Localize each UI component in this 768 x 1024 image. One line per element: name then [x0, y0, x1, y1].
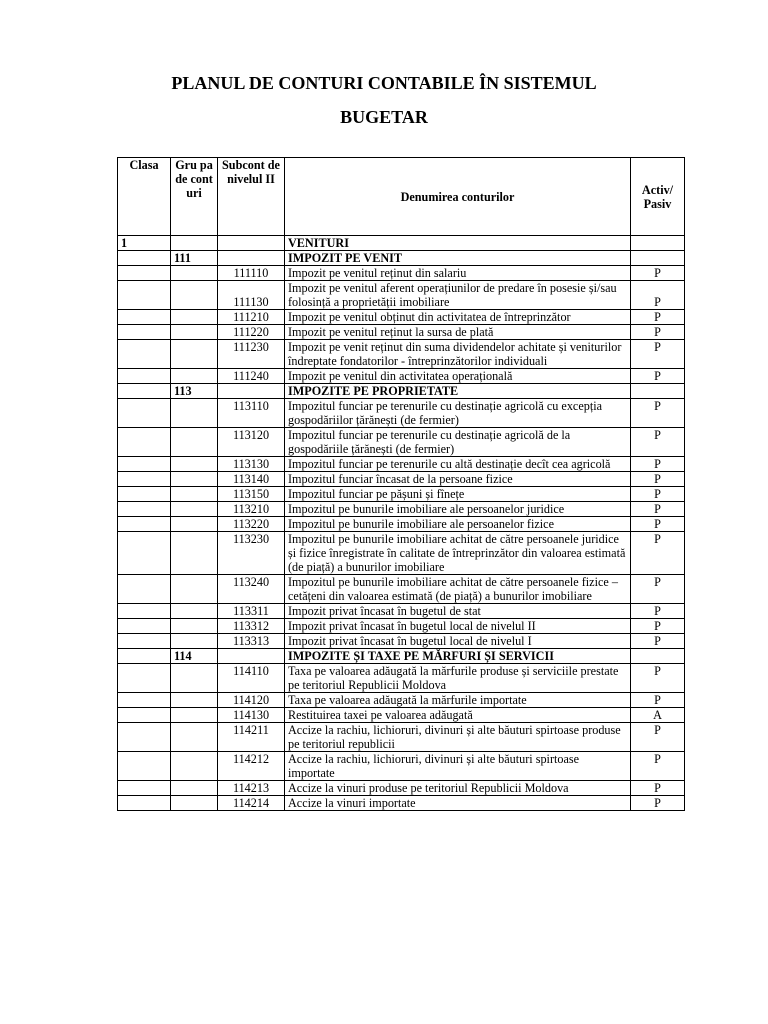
cell-grupa: 113	[171, 384, 218, 399]
cell-subcont	[218, 649, 285, 664]
cell-grupa	[171, 266, 218, 281]
cell-denumire: Impozitul pe bunurile imobiliare ale persoanelor juridice	[285, 502, 631, 517]
cell-activ-pasiv: P	[631, 399, 685, 428]
cell-subcont: 113130	[218, 457, 285, 472]
cell-activ-pasiv: P	[631, 428, 685, 457]
header-subcont: Subcont de nivelul II	[218, 158, 285, 236]
cell-clasa	[118, 472, 171, 487]
cell-clasa	[118, 649, 171, 664]
cell-subcont: 113313	[218, 634, 285, 649]
cell-subcont: 113240	[218, 575, 285, 604]
cell-activ-pasiv: P	[631, 325, 685, 340]
group-row	[118, 251, 685, 266]
cell-grupa	[171, 693, 218, 708]
cell-subcont: 113120	[218, 428, 285, 457]
table-row	[118, 399, 685, 428]
cell-clasa	[118, 708, 171, 723]
cell-subcont: 113210	[218, 502, 285, 517]
cell-subcont: 111210	[218, 310, 285, 325]
cell-activ-pasiv: P	[631, 634, 685, 649]
group-row	[118, 649, 685, 664]
cell-denumire: IMPOZITE PE PROPRIETATE	[285, 384, 631, 399]
cell-subcont: 113220	[218, 517, 285, 532]
group-row	[118, 384, 685, 399]
cell-grupa: 111	[171, 251, 218, 266]
cell-clasa	[118, 604, 171, 619]
table-row	[118, 693, 685, 708]
cell-denumire: IMPOZIT PE VENIT	[285, 251, 631, 266]
cell-subcont	[218, 251, 285, 266]
cell-activ-pasiv: P	[631, 369, 685, 384]
cell-activ-pasiv: P	[631, 604, 685, 619]
table-row	[118, 575, 685, 604]
table-row	[118, 619, 685, 634]
cell-clasa	[118, 487, 171, 502]
table-row	[118, 781, 685, 796]
cell-denumire: Impozitul funciar pe terenurile cu altă destinație decît cea agricolă	[285, 457, 631, 472]
cell-subcont: 114211	[218, 723, 285, 752]
cell-clasa	[118, 457, 171, 472]
page-title-line-1: PLANUL DE CONTURI CONTABILE ÎN SISTEMUL	[171, 73, 597, 93]
cell-subcont: 111130	[218, 281, 285, 310]
cell-grupa	[171, 619, 218, 634]
cell-grupa	[171, 752, 218, 781]
cell-clasa	[118, 502, 171, 517]
cell-clasa	[118, 781, 171, 796]
page-title-line-2: BUGETAR	[340, 107, 428, 127]
cell-clasa	[118, 723, 171, 752]
cell-clasa	[118, 575, 171, 604]
cell-activ-pasiv: P	[631, 266, 685, 281]
cell-clasa	[118, 340, 171, 369]
cell-subcont: 113312	[218, 619, 285, 634]
table-row	[118, 325, 685, 340]
cell-grupa	[171, 310, 218, 325]
header-grupa: Gru pa de cont uri	[171, 158, 218, 236]
cell-grupa	[171, 236, 218, 251]
cell-activ-pasiv: P	[631, 502, 685, 517]
cell-clasa	[118, 266, 171, 281]
cell-activ-pasiv	[631, 251, 685, 266]
cell-subcont: 113110	[218, 399, 285, 428]
cell-clasa	[118, 619, 171, 634]
cell-denumire: Accize la vinuri importate	[285, 796, 631, 811]
header-denumire: Denumirea conturilor	[285, 158, 631, 236]
cell-grupa	[171, 634, 218, 649]
cell-denumire: Taxa pe valoarea adăugată la mărfurile produse și serviciile prestate pe teritoriul Republicii Moldova	[285, 664, 631, 693]
cell-clasa	[118, 664, 171, 693]
cell-denumire: Impozitul funciar încasat de la persoane fizice	[285, 472, 631, 487]
cell-grupa	[171, 399, 218, 428]
table-header	[118, 158, 685, 236]
cell-activ-pasiv: P	[631, 664, 685, 693]
cell-denumire: Impozit privat încasat în bugetul local de nivelul II	[285, 619, 631, 634]
cell-activ-pasiv: A	[631, 708, 685, 723]
table-row	[118, 428, 685, 457]
cell-grupa	[171, 472, 218, 487]
cell-subcont: 114212	[218, 752, 285, 781]
cell-activ-pasiv: P	[631, 340, 685, 369]
cell-subcont: 113150	[218, 487, 285, 502]
cell-grupa	[171, 325, 218, 340]
cell-activ-pasiv	[631, 236, 685, 251]
page-title	[0, 66, 768, 134]
cell-clasa	[118, 369, 171, 384]
cell-subcont: 114213	[218, 781, 285, 796]
cell-denumire: Impozitul funciar pe terenurile cu destinație agricolă de la gospodăriile țărănești (de fermier)	[285, 428, 631, 457]
table-row	[118, 708, 685, 723]
cell-denumire: Impozit pe venit reținut din suma dividendelor achitate și veniturilor îndreptate fondatorilor - întreprinzătorilor individuali	[285, 340, 631, 369]
table-row	[118, 487, 685, 502]
header-activ-pasiv: Activ/ Pasiv	[631, 158, 685, 236]
cell-denumire: Impozit pe venitul reținut din salariu	[285, 266, 631, 281]
cell-subcont: 114120	[218, 693, 285, 708]
table-row	[118, 634, 685, 649]
header-clasa: Clasa	[118, 158, 171, 236]
cell-grupa	[171, 517, 218, 532]
cell-subcont	[218, 384, 285, 399]
cell-denumire: Impozit pe venitul din activitatea operațională	[285, 369, 631, 384]
header-row	[118, 158, 685, 236]
cell-grupa	[171, 708, 218, 723]
table-row	[118, 502, 685, 517]
cell-clasa	[118, 532, 171, 575]
cell-denumire: Impozitul funciar pe pășuni și fînețe	[285, 487, 631, 502]
table-row	[118, 310, 685, 325]
table-row	[118, 604, 685, 619]
cell-clasa	[118, 310, 171, 325]
cell-subcont: 114214	[218, 796, 285, 811]
cell-clasa	[118, 693, 171, 708]
chart-of-accounts-table	[117, 157, 685, 811]
cell-activ-pasiv: P	[631, 457, 685, 472]
cell-activ-pasiv: P	[631, 781, 685, 796]
table-body	[118, 236, 685, 811]
table-row	[118, 532, 685, 575]
cell-denumire: Impozitul pe bunurile imobiliare achitat de către persoanele juridice și fizice înregistrate în calitate de întreprinzător din valoarea estimată (de piață) a bunurilor imobiliare	[285, 532, 631, 575]
cell-denumire: Accize la rachiu, lichioruri, divinuri și alte băuturi spirtoase produse pe teritoriul republicii	[285, 723, 631, 752]
cell-grupa: 114	[171, 649, 218, 664]
cell-denumire: Impozitul pe bunurile imobiliare ale persoanelor fizice	[285, 517, 631, 532]
cell-activ-pasiv	[631, 384, 685, 399]
cell-clasa	[118, 281, 171, 310]
cell-clasa	[118, 796, 171, 811]
cell-activ-pasiv: P	[631, 693, 685, 708]
cell-denumire: Accize la vinuri produse pe teritoriul Republicii Moldova	[285, 781, 631, 796]
cell-grupa	[171, 428, 218, 457]
cell-grupa	[171, 723, 218, 752]
cell-denumire: VENITURI	[285, 236, 631, 251]
cell-denumire: IMPOZITE ȘI TAXE PE MĂRFURI ȘI SERVICII	[285, 649, 631, 664]
cell-clasa	[118, 428, 171, 457]
cell-activ-pasiv: P	[631, 723, 685, 752]
cell-clasa	[118, 251, 171, 266]
cell-grupa	[171, 604, 218, 619]
cell-denumire: Impozit pe venitul obținut din activitatea de întreprinzător	[285, 310, 631, 325]
table-row	[118, 723, 685, 752]
cell-activ-pasiv: P	[631, 796, 685, 811]
cell-activ-pasiv: P	[631, 472, 685, 487]
cell-subcont: 113140	[218, 472, 285, 487]
cell-denumire: Restituirea taxei pe valoarea adăugată	[285, 708, 631, 723]
cell-grupa	[171, 487, 218, 502]
table-row	[118, 752, 685, 781]
cell-subcont: 114130	[218, 708, 285, 723]
cell-subcont	[218, 236, 285, 251]
cell-denumire: Impozitul funciar pe terenurile cu destinație agricolă cu excepția gospodăriilor țărănești (de fermier)	[285, 399, 631, 428]
cell-activ-pasiv: P	[631, 310, 685, 325]
table-row	[118, 281, 685, 310]
table-row	[118, 517, 685, 532]
cell-denumire: Accize la rachiu, lichioruri, divinuri și alte băuturi spirtoase importate	[285, 752, 631, 781]
cell-clasa	[118, 384, 171, 399]
cell-grupa	[171, 575, 218, 604]
table-row	[118, 472, 685, 487]
cell-clasa	[118, 325, 171, 340]
cell-subcont: 111230	[218, 340, 285, 369]
cell-denumire: Impozit privat încasat în bugetul de stat	[285, 604, 631, 619]
cell-activ-pasiv: P	[631, 487, 685, 502]
cell-activ-pasiv: P	[631, 281, 685, 310]
cell-subcont: 114110	[218, 664, 285, 693]
cell-activ-pasiv: P	[631, 575, 685, 604]
cell-subcont: 113230	[218, 532, 285, 575]
table-row	[118, 340, 685, 369]
cell-activ-pasiv: P	[631, 619, 685, 634]
cell-grupa	[171, 502, 218, 517]
cell-denumire: Impozit pe venitul reținut la sursa de plată	[285, 325, 631, 340]
cell-clasa	[118, 399, 171, 428]
cell-grupa	[171, 281, 218, 310]
table-row	[118, 369, 685, 384]
cell-grupa	[171, 664, 218, 693]
cell-grupa	[171, 796, 218, 811]
cell-clasa	[118, 517, 171, 532]
cell-activ-pasiv: P	[631, 532, 685, 575]
cell-clasa	[118, 634, 171, 649]
cell-denumire: Impozit pe venitul aferent operațiunilor de predare în posesie și/sau folosință a proprietății imobiliare	[285, 281, 631, 310]
cell-activ-pasiv: P	[631, 752, 685, 781]
cell-subcont: 111110	[218, 266, 285, 281]
table-row	[118, 266, 685, 281]
cell-subcont: 111240	[218, 369, 285, 384]
class-row	[118, 236, 685, 251]
cell-grupa	[171, 781, 218, 796]
cell-denumire: Impozit privat încasat în bugetul local de nivelul I	[285, 634, 631, 649]
cell-grupa	[171, 369, 218, 384]
cell-subcont: 113311	[218, 604, 285, 619]
cell-denumire: Impozitul pe bunurile imobiliare achitat de către persoanele fizice – cetățeni din valoarea estimată (de piață) a bunurilor imobiliare	[285, 575, 631, 604]
cell-grupa	[171, 340, 218, 369]
table-row	[118, 457, 685, 472]
table-row	[118, 796, 685, 811]
cell-grupa	[171, 532, 218, 575]
cell-grupa	[171, 457, 218, 472]
cell-subcont: 111220	[218, 325, 285, 340]
cell-denumire: Taxa pe valoarea adăugată la mărfurile importate	[285, 693, 631, 708]
table-row	[118, 664, 685, 693]
cell-clasa: 1	[118, 236, 171, 251]
cell-activ-pasiv	[631, 649, 685, 664]
cell-clasa	[118, 752, 171, 781]
cell-activ-pasiv: P	[631, 517, 685, 532]
